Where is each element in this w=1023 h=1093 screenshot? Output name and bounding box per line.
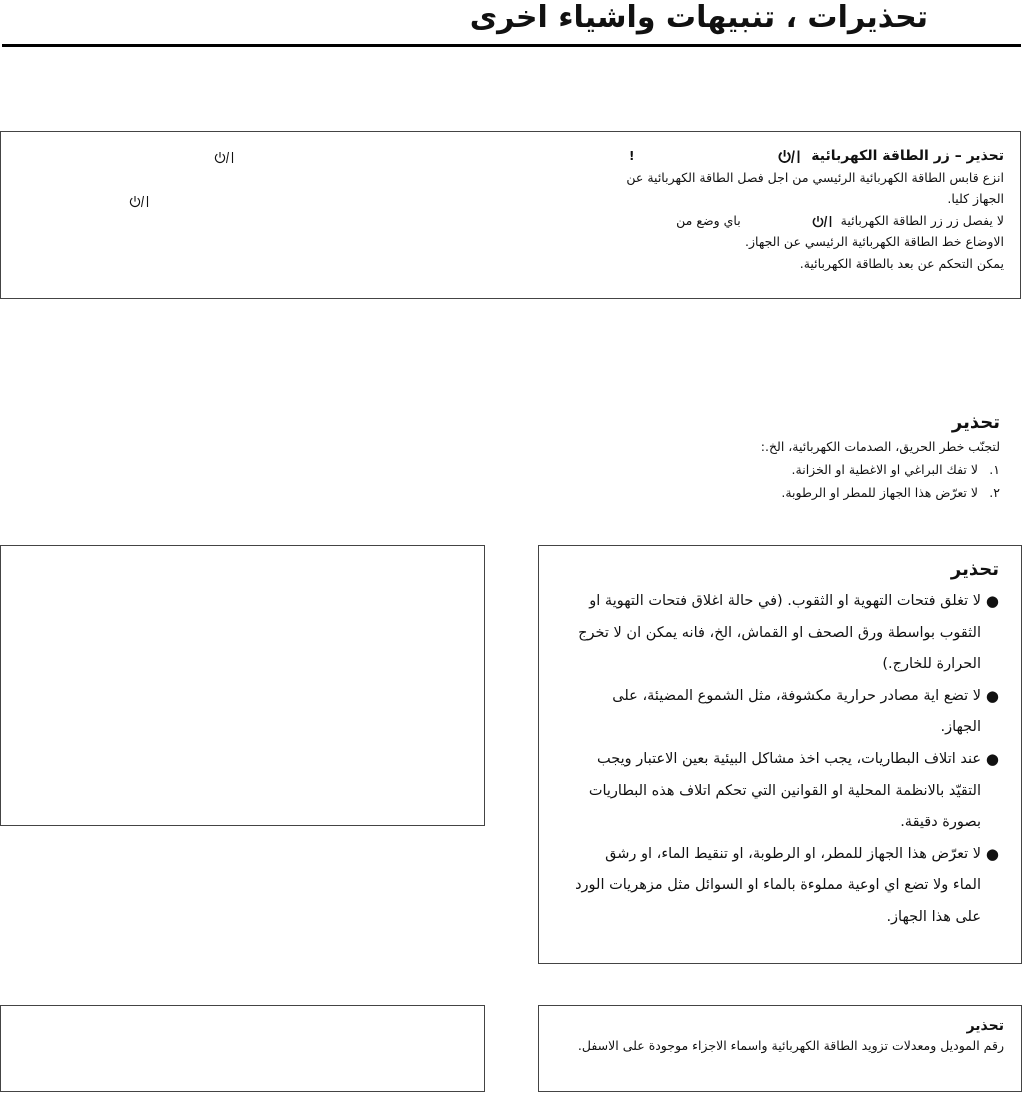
bullet-icon: ●	[985, 844, 999, 863]
basic-warning-list	[530, 458, 1000, 504]
power-standby-icon	[129, 195, 151, 208]
list-item	[574, 839, 999, 934]
list-item-text: لا تغلق فتحات التهوية او الثقوب. (في حالة اغلاق فتحات التهوية او الثقوب بواسطة ورق الصحف او القماش، الخ، فانه يمكن ان لا تخرج الحرارة للخارج.)	[578, 593, 981, 673]
title-rule	[2, 44, 1021, 47]
bullet-icon: ●	[985, 749, 999, 768]
power-standby-icon	[214, 151, 236, 164]
blank-panel-left-top	[0, 545, 485, 826]
model-warning-body: رقم الموديل ومعدلات تزويد الطاقة الكهربائية واسماء الاجزاء موجودة على الاسفل.	[577, 1038, 1004, 1053]
list-item-text: لا تعرّض هذا الجهاز للمطر، او الرطوبة، او تنقيط الماء، او رشق الماء ولا تضع اي اوعية مملوءة بالماء او السوائل مثل مزهريات الورد على هذا الجهاز.	[575, 845, 981, 925]
power-warning-heading-text: تحذير – زر الطاقة الكهربائية	[811, 148, 1004, 164]
power-standby-icon	[812, 215, 834, 228]
power-warning-line	[534, 210, 1004, 231]
blank-panel-left-bottom	[0, 1005, 485, 1092]
list-item	[574, 681, 999, 744]
list-item	[530, 458, 1000, 481]
list-item-number: ١.	[989, 462, 1000, 477]
power-warning-heading	[534, 146, 1004, 167]
power-warning-box	[0, 131, 1021, 299]
list-item-number: ٢.	[989, 485, 1000, 500]
ghost-power-icon-2	[129, 194, 151, 208]
list-item	[574, 586, 999, 681]
page-title: تحذيرات ، تنبيهات واشياء اخرى	[469, 0, 928, 35]
ventilation-warning-box	[538, 545, 1022, 964]
power-warning-line: يمكن التحكم عن بعد بالطاقة الكهربائية.	[799, 255, 1004, 271]
power-warning-line-part: لا يفصل زر زر الطاقة الكهربائية	[840, 212, 1004, 228]
power-warning-line: الجهاز كليا.	[947, 191, 1004, 207]
ventilation-warning-list	[574, 586, 999, 934]
list-item-text: لا تضع اية مصادر حرارية مكشوفة، مثل الشموع المضيئة، على الجهاز.	[612, 687, 981, 736]
basic-warning-section	[530, 410, 1000, 504]
ventilation-warning-content	[574, 554, 999, 934]
power-standby-icon	[778, 149, 802, 164]
bullet-icon: ●	[985, 686, 999, 705]
list-item-text: لا تفك البراغي او الاغطية او الخزانة.	[791, 462, 978, 477]
list-item	[574, 744, 999, 839]
model-warning-content	[554, 1016, 1004, 1056]
basic-warning-intro: لتجنّب خطر الحريق، الصدمات الكهربائية، الخ.:	[760, 439, 1000, 454]
model-warning-box	[538, 1005, 1022, 1092]
model-warning-heading: تحذير	[966, 1018, 1004, 1034]
power-warning-content	[534, 146, 1004, 274]
ghost-exclamation: !	[629, 149, 635, 163]
bullet-icon: ●	[985, 592, 999, 610]
list-item-text: لا تعرّض هذا الجهاز للمطر او الرطوبة.	[781, 485, 978, 500]
ghost-power-icon-1	[214, 150, 236, 164]
power-warning-line: الاوضاع خط الطاقة الكهربائية الرئيسي عن الجهاز.	[745, 234, 1004, 250]
basic-warning-heading: تحذير	[951, 412, 1000, 433]
power-warning-line: انزع قابس الطاقة الكهربائية الرئيسي من اجل فصل الطاقة الكهربائية عن	[626, 170, 1004, 185]
list-item	[530, 481, 1000, 504]
power-warning-line-part: باي وضع من	[676, 212, 741, 228]
ventilation-warning-heading: تحذير	[950, 559, 999, 580]
list-item-text: عند اتلاف البطاريات، يجب اخذ مشاكل البيئية بعين الاعتبار ويجب التقيّد بالانظمة المحلية او القوانين التي تحكم اتلاف هذه البطاريات بصورة دقيقة.	[588, 750, 981, 831]
